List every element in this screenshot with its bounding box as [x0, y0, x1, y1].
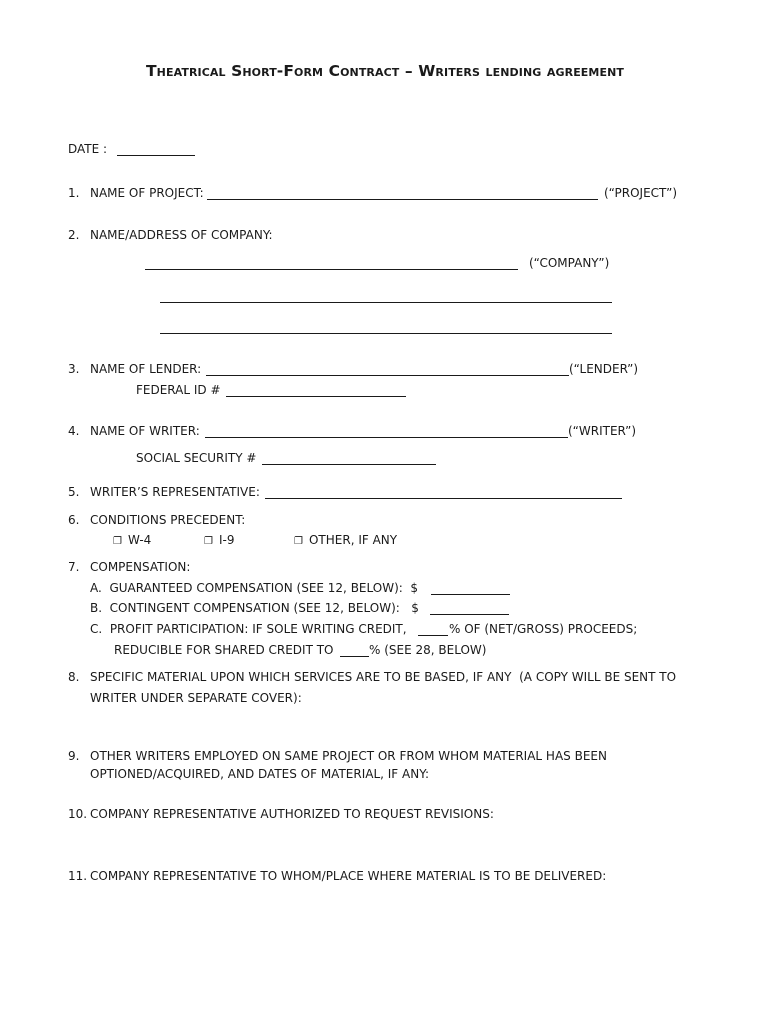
title-part1: Theatrical Short-Form Contract	[146, 62, 400, 80]
profit-participation-suffix: % OF (NET/GROSS) PROCEEDS;	[449, 622, 638, 636]
shared-credit-label: REDUCIBLE FOR SHARED CREDIT TO	[114, 643, 334, 657]
checkbox-icon: ❐	[204, 536, 213, 547]
item-7-label: COMPENSATION:	[90, 560, 191, 574]
guaranteed-compensation-field[interactable]	[431, 594, 510, 595]
item-11-label: COMPANY REPRESENTATIVE TO WHOM/PLACE WHERE MATERIAL IS TO BE DELIVERED:	[90, 869, 607, 883]
item-9	[68, 750, 607, 762]
project-name-field[interactable]	[207, 199, 598, 200]
item-9-number: 9.	[68, 749, 80, 763]
item-3-suffix: (“LENDER”)	[569, 362, 639, 376]
item-8-line2: WRITER UNDER SEPARATE COVER):	[90, 691, 302, 705]
title-part2: Writers lending agreement	[418, 62, 624, 80]
social-security-label: SOCIAL SECURITY #	[136, 451, 257, 465]
company-address-line-1[interactable]	[160, 302, 612, 303]
item-1	[68, 187, 204, 199]
document-title	[0, 64, 770, 80]
item-9-line1: OTHER WRITERS EMPLOYED ON SAME PROJECT OR FROM WHOM MATERIAL HAS BEEN	[90, 749, 607, 763]
item-6-label: CONDITIONS PRECEDENT:	[90, 513, 246, 527]
item-4	[68, 425, 200, 437]
item-2-number: 2.	[68, 228, 80, 242]
item-5-label: WRITER’S REPRESENTATIVE:	[90, 485, 260, 499]
checkbox-i9[interactable]	[204, 534, 234, 547]
date-field[interactable]	[117, 155, 195, 156]
item-10-label: COMPANY REPRESENTATIVE AUTHORIZED TO REQUEST REVISIONS:	[90, 807, 494, 821]
writer-representative-field[interactable]	[265, 498, 622, 499]
item-1-label: NAME OF PROJECT:	[90, 186, 204, 200]
item-3-number: 3.	[68, 362, 80, 376]
federal-id-label: FEDERAL ID #	[136, 383, 221, 397]
guaranteed-compensation-label: A. GUARANTEED COMPENSATION (SEE 12, BELOW): $	[90, 581, 419, 595]
checkbox-w4-label: W-4	[127, 533, 152, 547]
item-6-number: 6.	[68, 513, 80, 527]
item-7-number: 7.	[68, 560, 80, 574]
item-3-label: NAME OF LENDER:	[90, 362, 202, 376]
item-10-number: 10.	[68, 807, 88, 821]
item-2-label: NAME/ADDRESS OF COMPANY:	[90, 228, 273, 242]
shared-credit-suffix: % (SEE 28, BELOW)	[369, 643, 487, 657]
checkbox-other[interactable]	[294, 534, 397, 547]
item-3	[68, 363, 201, 375]
sole-credit-percent-field[interactable]	[418, 635, 448, 636]
item-4-suffix: (“WRITER”)	[568, 424, 637, 438]
profit-participation-label: C. PROFIT PARTICIPATION: IF SOLE WRITING CREDIT,	[90, 622, 407, 636]
lender-name-field[interactable]	[206, 375, 569, 376]
federal-id-field[interactable]	[226, 396, 406, 397]
checkbox-i9-label: I-9	[218, 533, 235, 547]
item-5-number: 5.	[68, 485, 80, 499]
checkbox-other-label: OTHER, IF ANY	[308, 533, 398, 547]
item-5	[68, 486, 260, 498]
checkbox-w4[interactable]	[113, 534, 151, 547]
item-10	[68, 808, 494, 820]
item-2-suffix: (“COMPANY”)	[529, 256, 610, 270]
checkbox-icon: ❐	[294, 536, 303, 547]
item-6	[68, 514, 245, 526]
item-1-number: 1.	[68, 186, 80, 200]
date-label: DATE :	[68, 142, 108, 156]
item-9-line2: OPTIONED/ACQUIRED, AND DATES OF MATERIAL, IF ANY:	[90, 767, 429, 781]
company-name-field[interactable]	[145, 269, 518, 270]
item-7	[68, 561, 190, 573]
item-11	[68, 870, 606, 882]
item-8	[68, 671, 676, 683]
item-8-line1: SPECIFIC MATERIAL UPON WHICH SERVICES ARE TO BE BASED, IF ANY (A COPY WILL BE SENT TO	[90, 670, 677, 684]
social-security-field[interactable]	[262, 464, 436, 465]
title-dash: –	[399, 62, 419, 80]
item-2	[68, 229, 273, 241]
writer-name-field[interactable]	[205, 437, 568, 438]
contingent-compensation-label: B. CONTINGENT COMPENSATION (SEE 12, BELOW): $	[90, 601, 419, 615]
checkbox-icon: ❐	[113, 536, 122, 547]
profit-participation-line	[90, 623, 407, 635]
item-8-number: 8.	[68, 670, 80, 684]
contingent-compensation-field[interactable]	[430, 614, 509, 615]
item-4-label: NAME OF WRITER:	[90, 424, 200, 438]
item-4-number: 4.	[68, 424, 80, 438]
item-1-suffix: (“PROJECT”)	[604, 186, 678, 200]
item-11-number: 11.	[68, 869, 88, 883]
shared-credit-percent-field[interactable]	[340, 656, 369, 657]
company-address-line-2[interactable]	[160, 333, 612, 334]
